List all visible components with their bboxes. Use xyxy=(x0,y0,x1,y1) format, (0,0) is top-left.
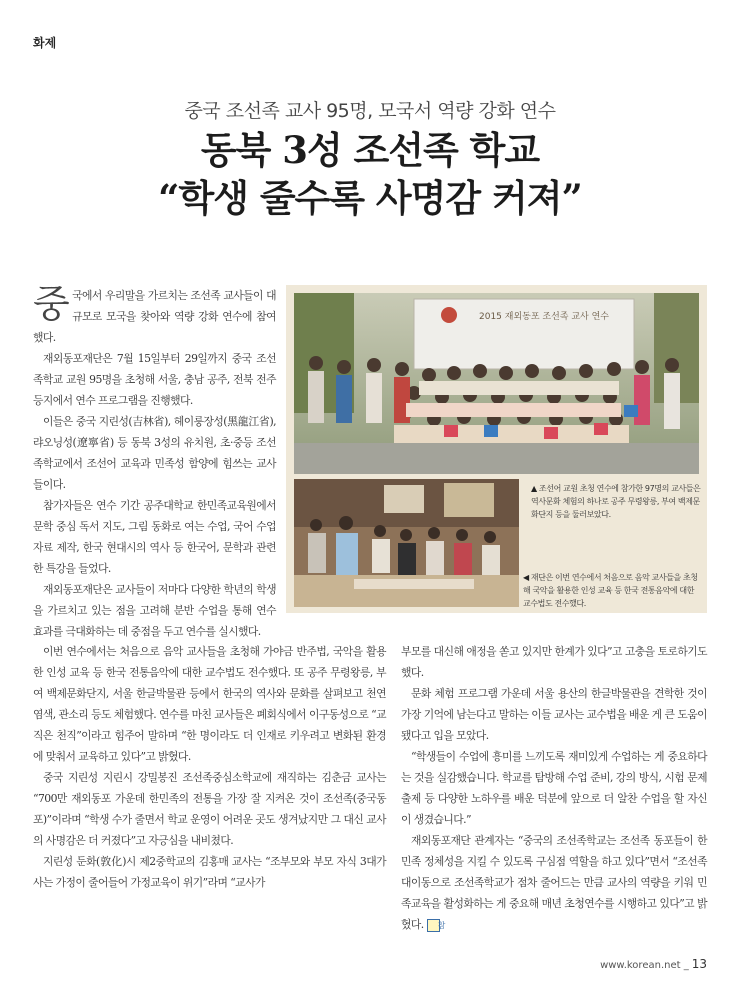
article-column-1 xyxy=(33,282,276,642)
drop-cap: 중 xyxy=(33,282,70,326)
paragraph-12: 재외동포재단 관계자는 “중국의 조선족학교는 조선족 동포들이 한민족 정체성을 지킬 수 있도록 구심점 역할을 하고 있다”면서 “조선족 대이동으로 조선족학교가 점차 줄어드는 만큼 교사의 역량을 키워 민족교육을 활성화하는 게 중요해 매년 초청연수를 시행하고 있다”고 밝혔다. 참 xyxy=(401,834,707,931)
page-number: 13 xyxy=(691,957,707,971)
end-mark-icon: 참 xyxy=(427,919,440,932)
caption-1-text: 조선어 교원 초청 연수에 참가한 97명의 교사들은 역사문화 체험의 하나로 공주 무령왕릉, 부여 백제문화단지 등을 둘러보았다. xyxy=(531,484,701,519)
photo-caption-1 xyxy=(531,482,701,521)
paragraph-9: 부모를 대신해 애정을 쏟고 있지만 한계가 있다”고 고충을 토로하기도 했다. xyxy=(401,645,707,679)
paragraph-3: 이들은 중국 지린성(吉林省), 헤이룽장성(黑龍江省), 랴오닝성(遼寧省) 등 동북 3성의 유치원, 초·중등 조선족학교에서 조선어 교육과 민족성 함양에 힘쓰는 교사들이다. xyxy=(33,415,276,491)
paragraph-8: 지린성 둔화(敦化)시 제2중학교의 김홍매 교사는 “조부모와 부모 자식 3대가 사는 가정이 줄어들어 가정교육이 위기”라며 “교사가 xyxy=(33,855,386,889)
headline-title xyxy=(0,126,740,222)
paragraph-7: 중국 지린성 지린시 강밀봉진 조선족중심소학교에 재직하는 김춘금 교사는 “700만 재외동포 가운데 한민족의 전통을 가장 잘 지켜온 것이 조선족(중국동포)”이라며 “학생 수가 줄면서 학교 운영이 어려운 곳도 생겨났지만 그 대신 교사의 사명감은 더 커졌다”고 자긍심을 내비쳤다. xyxy=(33,771,386,847)
classroom-photo xyxy=(294,479,519,607)
paragraph-4: 참가자들은 연수 기간 공주대학교 한민족교육원에서 문학 중심 독서 지도, 그림 동화로 여는 수업, 국어 수업 자료 제작, 한국 현대시의 역사 등 한국어, 문학과 관련한 특강을 들었다. xyxy=(33,499,276,575)
paragraph-1: 중국에서 우리말을 가르치는 조선족 교사들이 대규모로 모국을 찾아와 역량 강화 연수에 참여했다. xyxy=(33,282,276,344)
section-tag: 화제 xyxy=(33,36,57,50)
group-photo xyxy=(294,293,699,474)
paragraph-10: 문화 체험 프로그램 가운데 서울 용산의 한글박물관을 견학한 것이 가장 기억에 남는다고 말하는 이들 교사는 교수법을 배운 게 큰 도움이 됐다고 입을 모았다. xyxy=(401,687,707,742)
banner-text: 2015 재외동포 조선족 교사 연수 xyxy=(479,312,609,322)
classroom-photo-illustration xyxy=(294,479,519,607)
caption-2-text: 재단은 이번 연수에서 처음으로 음악 교사들을 초청해 국악을 활용한 인성 교육 등 한국 전통음악에 대한 교수법도 전수했다. xyxy=(523,573,698,608)
headline-title-line2: “학생 줄수록 사명감 커져” xyxy=(158,176,582,220)
footer-site: www.korean.net _ xyxy=(600,960,689,971)
paragraph-11: “학생들이 수업에 흥미를 느끼도록 재미있게 수업하는 게 중요하다는 것을 실감했습니다. 학교를 탐방해 수업 준비, 강의 방식, 시험 문제 출제 등 다양한 노하우를 배운 덕분에 앞으로 더 알찬 수업을 할 자신이 생겼습니다.” xyxy=(401,750,707,826)
photo-caption-2 xyxy=(523,571,701,610)
headline-title-line1: 동북 3성 조선족 학교 xyxy=(200,128,540,172)
group-photo-illustration xyxy=(294,293,699,474)
paragraph-6: 이번 연수에서는 처음으로 음악 교사들을 초청해 가야금 반주법, 국악을 활용한 인성 교육 등 한국 전통음악에 대한 교수법도 전수했다. 또 공주 무령왕릉, 부여 백제문화단지, 서울 한글박물관 등에서 한국의 역사와 문화를 살펴보고 천연 염색, 관소리 등도 체험했다. 연수를 마친 교사들은 폐회식에서 이구동성으로 “교직은 천직”이라고 힘주어 말하며 “한 명이라도 더 인재로 키우려고 변화된 환경에 맞춰서 교육하고 있다”고 밝혔다. xyxy=(33,645,386,763)
caption-2-arrow: ◀ xyxy=(523,573,529,582)
caption-1-arrow: ▲ xyxy=(531,484,537,493)
page-footer xyxy=(600,957,707,971)
article-column-2 xyxy=(33,641,386,893)
paragraph-5: 재외동포재단은 교사들이 저마다 다양한 학년의 학생을 가르치고 있는 점을 고려해 분반 수업을 통해 연수 효과를 극대화하는 데 중점을 두고 연수를 실시했다. xyxy=(33,583,276,638)
headline-subtitle: 중국 조선족 교사 95명, 모국서 역량 강화 연수 xyxy=(184,100,556,122)
article-column-3 xyxy=(401,641,707,935)
paragraph-2: 재외동포재단은 7월 15일부터 29일까지 중국 조선족학교 교원 95명을 초청해 서울, 충남 공주, 전북 전주 등지에서 연수 프로그램을 진행했다. xyxy=(33,352,276,407)
